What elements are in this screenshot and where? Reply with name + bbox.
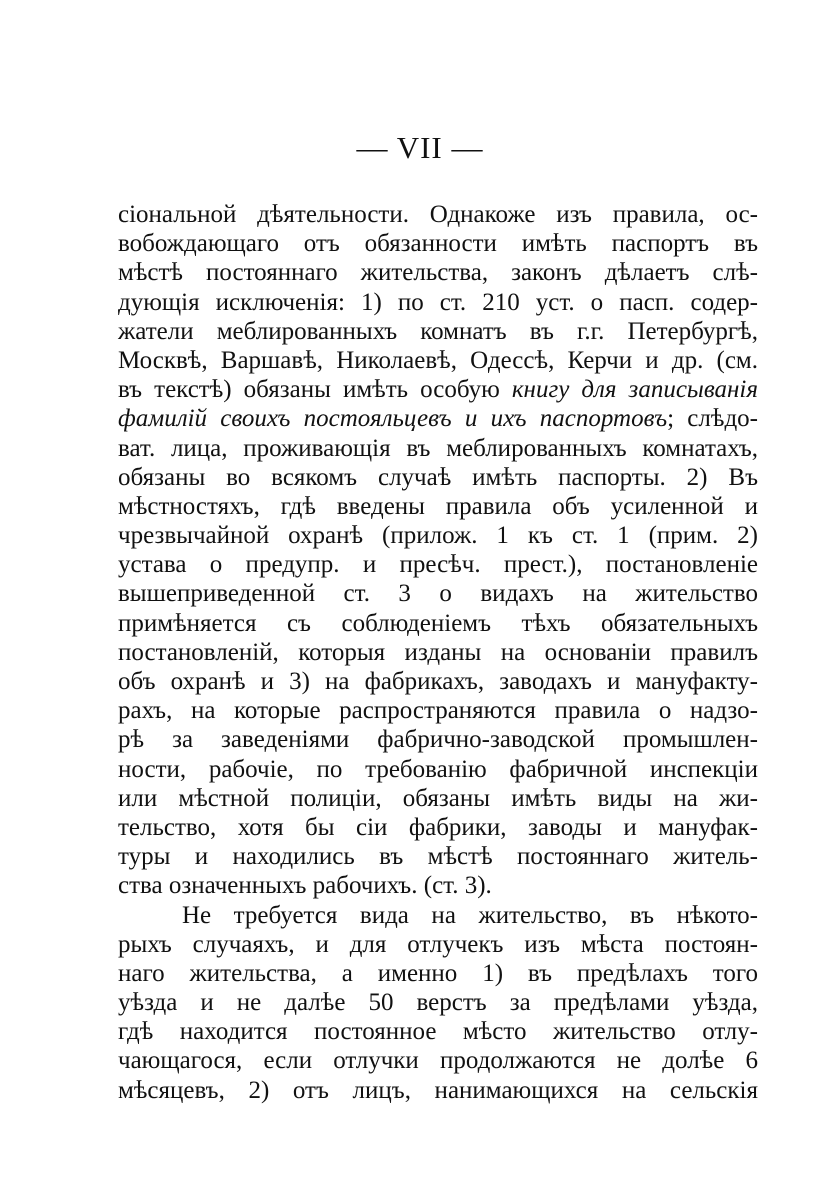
text-segment: дующія исключенія: 1) по ст. 210 уст. о пасп. содер- [118,288,758,316]
text-segment: ности, рабочіе, по требованію фабричной инспекціи [118,755,758,783]
text-line [118,667,758,696]
text-line [118,725,758,754]
text-line [118,930,758,959]
text-segment: гдѣ находится постоянное мѣсто жительство отлу- [118,1018,758,1046]
text-segment: въ текстѣ) обязаны имѣть особую [118,376,512,404]
text-segment: примѣняется съ соблюденіемъ тѣхъ обязательныхъ [118,609,758,637]
text-segment: уѣзда и не далѣе 50 верстъ за предѣлами уѣзда, [118,989,758,1017]
text-line [118,755,758,784]
text-segment: постановленій, которыя изданы на основаніи правилъ [118,638,758,666]
text-line [118,1017,758,1046]
text-segment: жатели меблированныхъ комнатъ въ г.г. Петербургѣ, [118,317,758,345]
text-line [118,871,758,900]
text-line [118,404,758,433]
text-segment: мѣсяцевъ, 2) отъ лицъ, нанимающихся на сельскія [118,1076,758,1104]
text-line [118,609,758,638]
page-number: — VII — [356,130,484,165]
text-segment: сіональной дѣятельности. Однакоже изъ правила, ос- [118,201,758,228]
text-line [118,1076,758,1105]
text-segment: ват. лица, проживающія въ меблированныхъ комнатахъ, [118,434,758,462]
text-segment: вышеприведенной ст. 3 о видахъ на жительство [118,580,758,608]
text-segment: тельство, хотя бы сіи фабрики, заводы и мануфак- [118,813,758,841]
text-segment: обязаны во всякомъ случаѣ имѣть паспорты. 2) Въ [118,463,758,491]
text-segment: наго жительства, а именно 1) въ предѣлахъ того [118,959,758,987]
text-segment: объ охранѣ и 3) на фабрикахъ, заводахъ и мануфакту- [118,668,758,695]
text-segment: ; слѣдо- [667,405,759,433]
text-segment: рахъ, на которые распространяются правила о надзо- [118,697,758,725]
text-line [118,959,758,988]
text-line [118,901,758,930]
italic-segment: фамилій своихъ постояльцевъ и ихъ паспортовъ [118,405,668,433]
text-line [118,317,758,346]
text-line [118,288,758,317]
text-line [118,842,758,871]
text-segment: мѣстѣ постояннаго жительства, законъ дѣлаетъ слѣ- [118,259,758,287]
text-line [118,346,758,375]
text-segment: чрезвычайной охранѣ (прилож. 1 къ ст. 1 (прим. 2) [118,522,758,550]
text-line [118,988,758,1017]
text-line [118,696,758,725]
text-line [118,229,758,258]
text-line [118,434,758,463]
text-segment: рыхъ случаяхъ, и для отлучекъ изъ мѣста постоян- [118,930,758,958]
text-segment: или мѣстной полиціи, обязаны имѣть виды на жи- [118,784,758,812]
italic-segment: книгу для записыванія [511,376,758,404]
text-line [118,258,758,287]
text-segment: туры и находились въ мѣстѣ постояннаго житель- [118,843,758,871]
text-segment: чающагося, если отлучки продолжаются не долѣе 6 [118,1047,758,1075]
text-line [118,200,758,229]
text-segment: вобождающаго отъ обязанности имѣть паспортъ въ [118,230,758,258]
text-segment: ства означенныхъ рабочихъ. (ст. 3). [118,872,492,900]
text-line [118,375,758,404]
text-line [118,638,758,667]
text-line [118,579,758,608]
body-text [118,200,758,1105]
text-line [118,784,758,813]
text-line [118,550,758,579]
text-line [118,492,758,521]
text-line [118,1046,758,1075]
text-segment: мѣстностяхъ, гдѣ введены правила объ усиленной и [118,492,758,520]
text-line [118,521,758,550]
text-segment: устава о предупр. и пресѣч. прест.), постановленіе [118,551,758,579]
text-segment: Москвѣ, Варшавѣ, Николаевѣ, Одессѣ, Керчи и др. (см. [118,346,758,374]
text-line [118,813,758,842]
text-segment: Не требуется вида на жительство, въ нѣкото- [182,901,758,929]
text-line [118,463,758,492]
text-segment: рѣ за заведеніями фабрично-заводской промышлен- [118,726,758,754]
